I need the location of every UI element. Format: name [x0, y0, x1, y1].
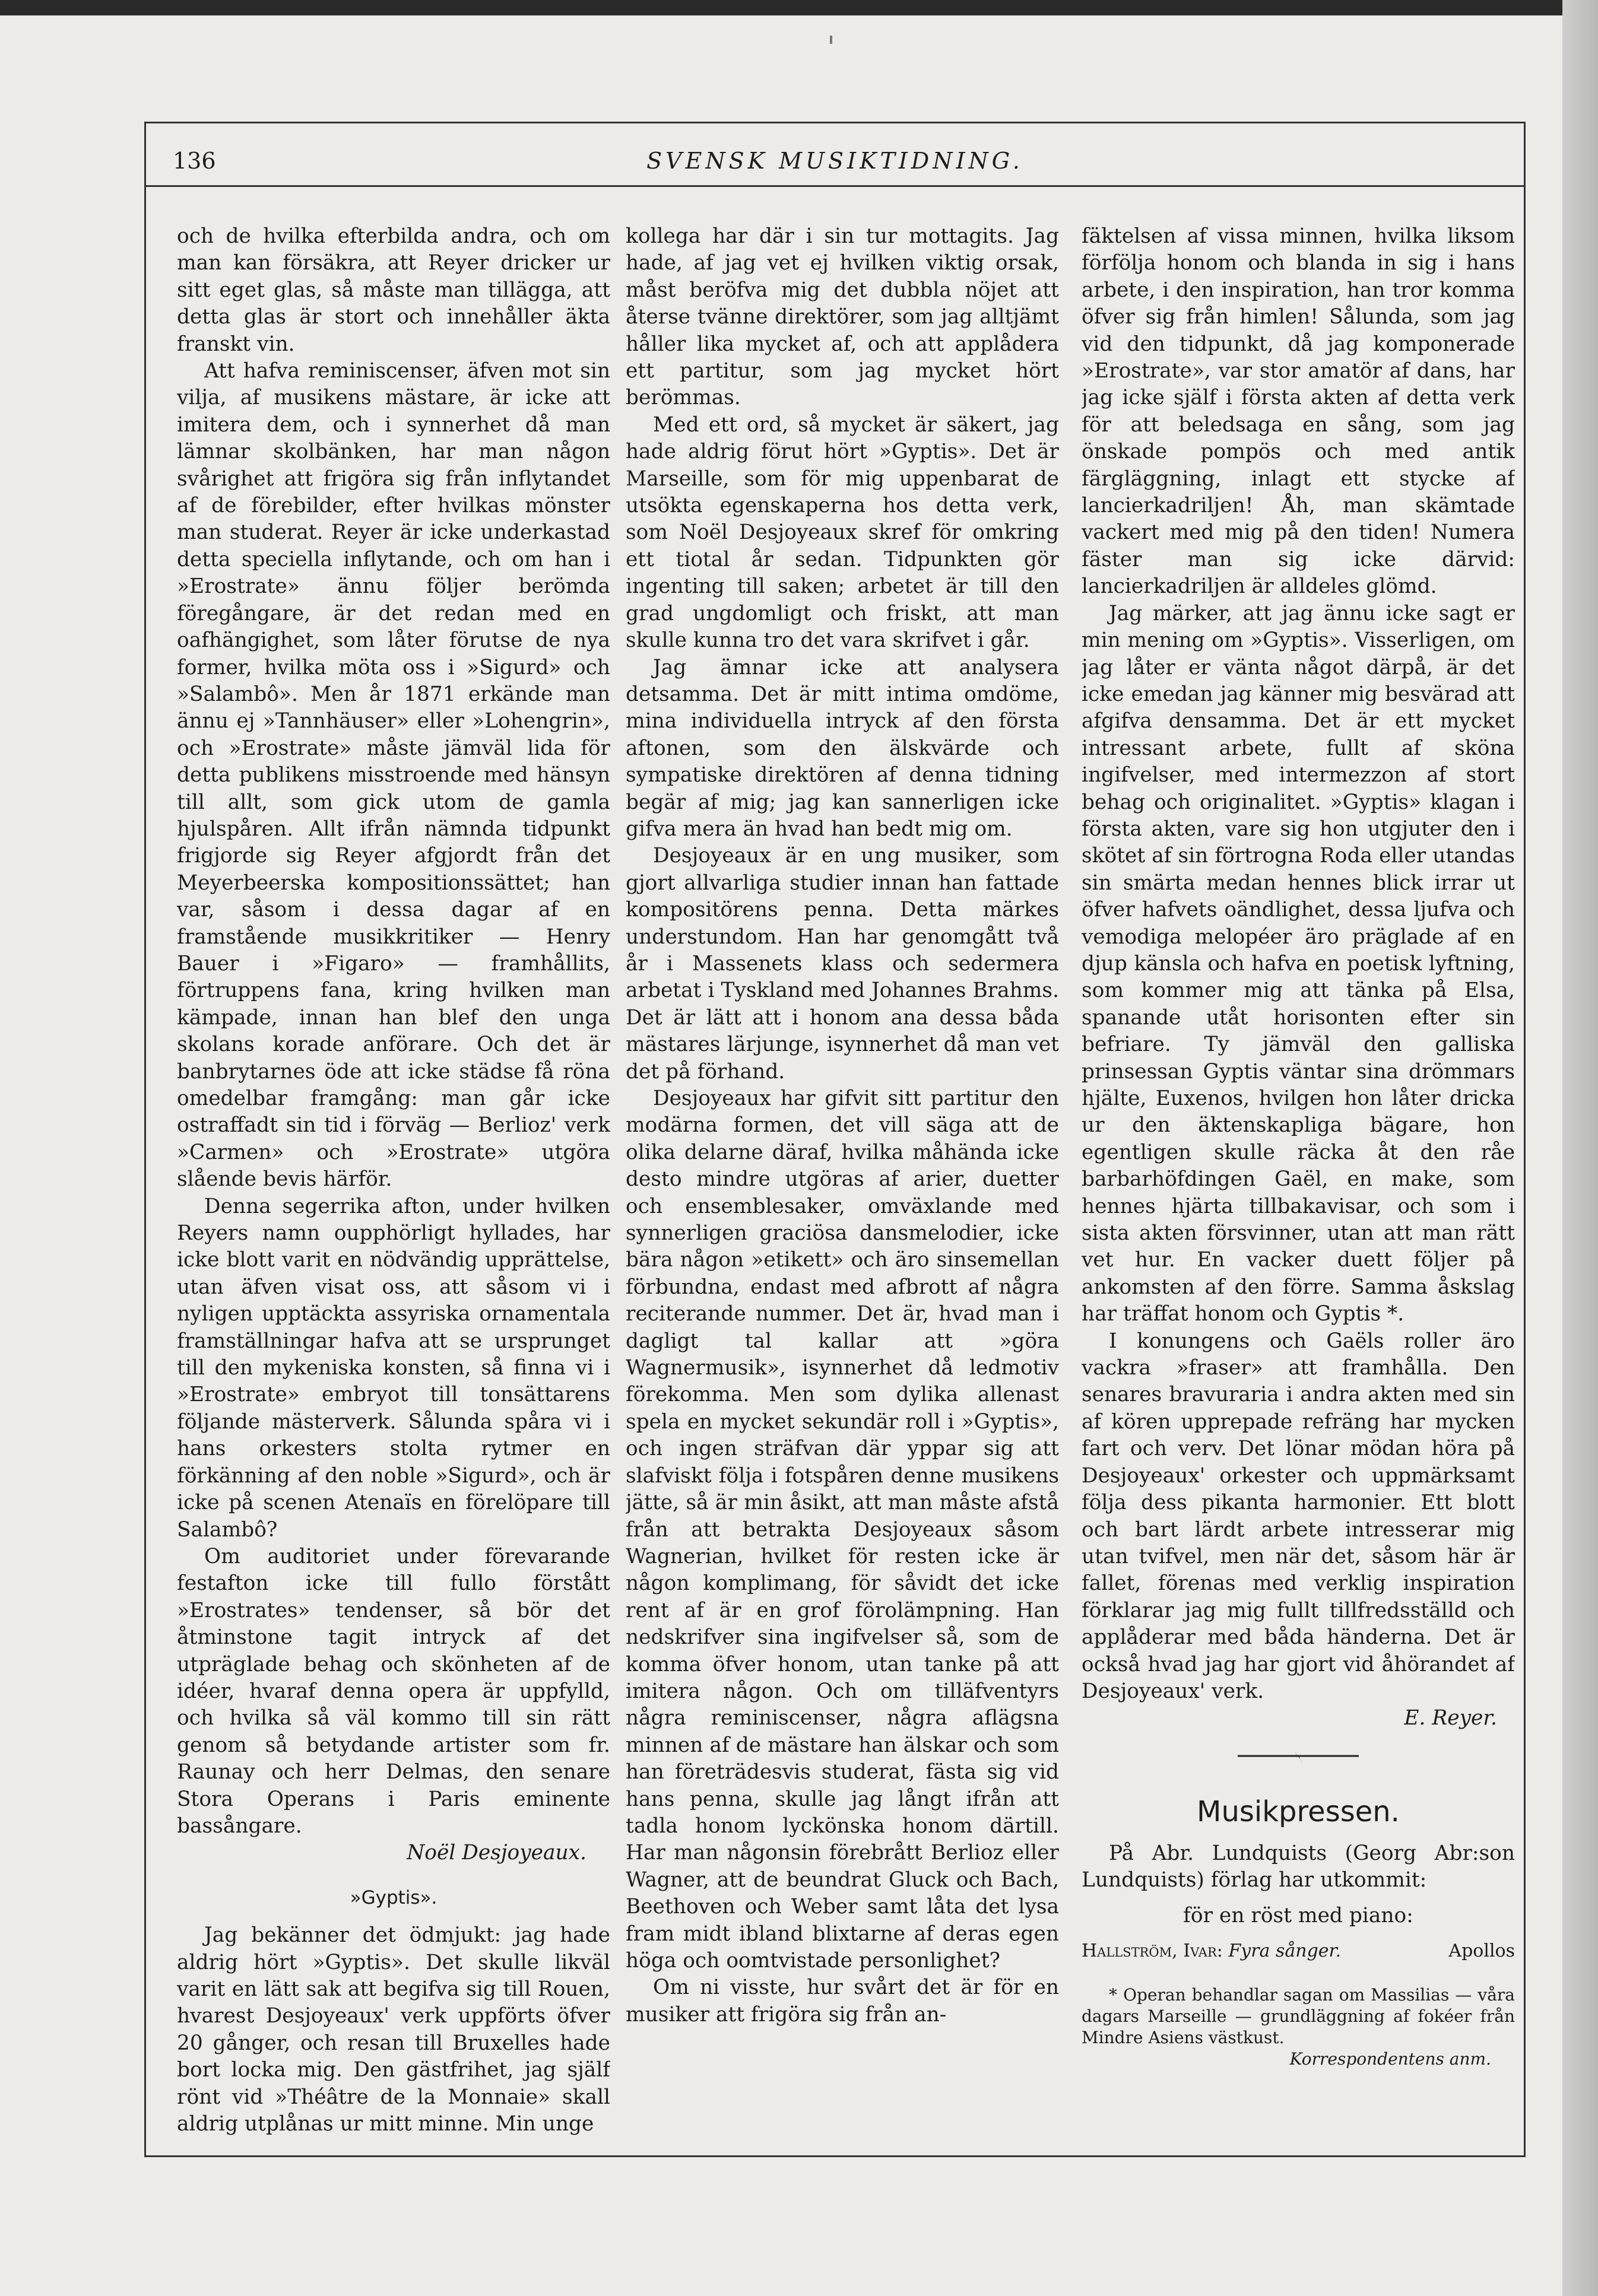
paragraph: Om auditoriet under förevarande festafton icke till fullo förstått »Erostrates» tendenser, så bör det åtminstone tagit intryck af det utpräglade behag och skönheten af de idéer, hvaraf denna opera är uppfylld, och hvilka så väl kommo till sin rätt genom så betydande artister som fr. Raunay och herr Delmas, den senare Stora Operans i Paris eminente bassångare. — [177, 1544, 610, 1838]
column-1 — [177, 223, 610, 2140]
page-number: 136 — [173, 148, 216, 174]
page-header — [144, 139, 1526, 187]
press-entry-title: Fyra sånger. — [1228, 1940, 1342, 1961]
paragraph: och de hvilka efterbilda andra, och om man kan försäkra, att Reyer dricker ur sitt eget glas, så måste man tillägga, att detta glas är stort och innehåller äkta franskt vin. — [177, 224, 610, 356]
ornament-rule-icon — [1233, 1744, 1364, 1770]
paragraph: Jag märker, att jag ännu icke sagt er min mening om »Gyptis». Visserligen, om jag låter er vänta något därpå, är det icke emedan jag känner mig besvärad att afgifva densamma. Det är ett mycket intressant arbete, fullt af sköna ingifvelser, med intermezzon af stort behag och originalitet. »Gyptis» klagan i första akten, vare sig hon utgjuter den i skötet af sin förtrogna Roda eller utandas sin smärta medan hennes blick irrar ut öfver hafvets oändlighet, dessa ljufva och vemodiga melopéer äro präglade af en djup känsla och hafva en poetisk lyftning, som kommer mig att tänka på Elsa, spanande utåt horisonten efter sin befriare. Ty jämväl den galliska prinsessan Gyptis väntar sina drömmars hjälte, Euxenos, hvilgen hon låter dricka ur den äktenskapliga bägare, hon egentligen skulle räcka åt den råe barbarhöfdingen Gaël, en make, som hennes hjärta tillbakavisar, och som i sista akten försvinner, utan att man rätt vet hur. En vacker duett följer på ankomsten af den förre. Samma åskslag har träffat honom och Gyptis *. — [1082, 601, 1515, 1326]
paragraph: Med ett ord, så mycket är säkert, jag hade aldrig förut hört »Gyptis». Det är Marseille, som för mig uppenbarat de utsökta egenskaperna hos detta verk, som Noël Desjoyeaux skref för omkring ett tiotal år sedan. Tidpunkten gör ingenting till saken; arbetet är till den grad ungdomligt och friskt, att man skulle kunna tro det vara skrifvet i går. — [626, 412, 1059, 653]
press-entry-author: Hallström, Ivar: — [1082, 1940, 1223, 1961]
print-mark — [830, 36, 832, 44]
scan-edge-right — [1562, 0, 1598, 2296]
scan-edge-top — [0, 0, 1598, 15]
paragraph: kollega har där i sin tur mottagits. Jag hade, af jag vet ej hvilken viktig orsak, måst beröfva mig det dubbla nöjet att återse tvänne direktörer, som jag alltjämt håller lika mycket af, och att applådera ett partitur, som jag mycket hört berömmas. — [626, 224, 1059, 410]
press-entry-publisher: Apollos — [1448, 1940, 1515, 1961]
footnote-signature: Korrespondentens anm. — [1289, 2049, 1491, 2069]
press-entry — [1082, 1938, 1515, 1964]
section-title: Musikpressen. — [1197, 1795, 1400, 1828]
press-category: för en röst med piano: — [1183, 1903, 1413, 1927]
footnote: * Operan behandlar sagan om Massilias — våra dagars Marseille — grundläggning af fokéer från Mindre Asiens västkust. — [1082, 1985, 1515, 2048]
column-3 — [1082, 223, 1515, 2140]
paragraph: Desjoyeaux är en ung musiker, som gjort allvarliga studier innan han fattade kompositörens penna. Detta märkes understundom. Han har genomgått två år i Massenets klass och sedermera arbetat i Tyskland med Johannes Brahms. Det är lätt att i honom ana dessa båda mästares lärjunge, isynnerhet då man vet det på förhand. — [626, 844, 1059, 1084]
paragraph: I konungens och Gaëls roller äro vackra »fraser» att framhålla. Den senares bravuraria i andra akten med sin af kören upprepade refräng har mycken fart och verv. Det lönar mödan höra på Desjoyeaux' orkester och uppmärksamt följa dess pikanta harmonier. Ett blott och bart lärdt arbete intresserar mig utan tvifvel, men när det, såsom här är fallet, förenas med verklig inspiration förklarar jag mig fullt tillfredsställd och applåderar med båda händerna. Det är också hvad jag har gjort vid åhörandet af Desjoyeaux' verk. — [1082, 1329, 1515, 1703]
paragraph: Jag bekänner det ödmjukt: jag hade aldrig hört »Gyptis». Det skulle likväl varit en lätt sak att begifva sig till Rouen, hvarest Desjoyeaux' verk uppförts öfver 20 gånger, och resan till Bruxelles hade bort locka mig. Den gästfrihet, jag själf rönt vid »Théâtre de la Monnaie» skall aldrig utplånas ur mitt minne. Min unge — [177, 1923, 610, 2136]
paragraph: Att hafva reminiscenser, äfven mot sin vilja, af musikens mästare, är icke att imitera dem, och i synnerhet då man lämnar skolbänken, har man någon svårighet att frigöra sig från inflytandet af de förebilder, efter hvilkas mönster man studerat. Reyer är icke underkastad detta speciella inflytande, och om han i »Erostrate» ännu följer berömda föregångare, är det redan med en oafhängighet, som låter förutse de nya former, hvilka möta oss i »Sigurd» och »Salambô». Men år 1871 erkände man ännu ej »Tannhäuser» eller »Lohengrin», och »Erostrate» måste jämväl lida för detta publikens misstroende med hänsyn till allt, som gick utom de gamla hjulspåren. Allt ifrån nämnda tidpunkt frigjorde sig Reyer afgjordt från det Meyerbeerska kompositionssättet; han var, såsom i dessa dagar af en framstående musikkritiker — Henry Bauer i »Figaro» — framhållits, förtruppens fana, kring hvilken man kämpade, innan han blef den unga skolans korade anförare. Och det är banbrytarnes öde att icke städse få röna omedelbar framgång: man går icke ostraffadt sin tid i förväg — Berlioz' verk »Carmen» och »Erostrate» utgöra slående bevis härför. — [177, 359, 610, 1192]
paragraph: Denna segerrika afton, under hvilken Reyers namn oupphörligt hyllades, har icke blott varit en nödvändig upprättelse, utan äfven visat oss, att såsom vi i nyligen upptäckta assyriska ornamentala framställningar hafva att se ursprunget till den mykeniska konsten, så finna vi i »Erostrate» embryot till tonsättarens följande mästerverk. Sålunda spåra vi i hans orkesters stolta rytmer en förkänning af den noble »Sigurd», och är icke på scenen Atenaïs en förelöpare till Salambô? — [177, 1194, 610, 1542]
author-signature: Noël Desjoyeaux. — [407, 1841, 586, 1865]
paragraph: Jag ämnar icke att analysera detsamma. Det är mitt intima omdöme, mina individuella intryck af den första aftonen, som den älskvärde och sympatiske direktören af denna tidning begär af mig; jag kan sannerligen icke gifva mera än hvad han bedt mig om. — [626, 655, 1059, 841]
section-divider-ornament — [1082, 1744, 1515, 1770]
author-signature: E. Reyer. — [1404, 1706, 1497, 1730]
running-title: SVENSK MUSIKTIDNING. — [646, 148, 1023, 174]
paragraph: Desjoyeaux har gifvit sitt partitur den modärna formen, det vill säga att de olika delarne däraf, hvilka måhända icke desto mindre utgöras af arier, duetter och ensemblesaker, omväxlande med synnerligen graciösa dansmelodier, icke bära någon »etikett» och äro sinsemellan förbundna, endast med afbrott af några reciterande nummer. Det är, hvad man i dagligt tal kallar att »göra Wagnermusik», isynnerhet då ledmotiv förekomma. Men som dylika allenast spela en mycket sekundär roll i »Gyptis», och ingen sträfvan där yppar sig att slafviskt följa i fotspåren denne musikens jätte, så är min åsikt, att man måste afstå från att betrakta Desjoyeaux såsom Wagnerian, hvilket för resten icke är någon komplimang, för såvidt det icke rent af är en grof förolämpning. Han nedskrifver sina ingifvelser så, som de komma öfver honom, utan tanke på att imitera någon. Och om tilläfventyrs några reminiscenser, några aflägsna minnen af de mästare han älskar och som han företrädesvis studerat, fästa sig vid hans penna, skulle jag långt ifrån att tadla honom lyckönska honom därtill. Har man någonsin förebrått Berlioz eller Wagner, att de beundrat Gluck och Bach, Beethoven och Weber samt låta det lysa fram midt ibland blixtarne af deras egen höga och oomtvistade personlighet? — [626, 1087, 1059, 1973]
paragraph: fäktelsen af vissa minnen, hvilka liksom förföljа honom och blanda in sig i hans arbete, i den inspiration, han tror komma öfver sig från himlen! Sålunda, som jag vid den tidpunkt, då jag komponerade »Erostrate», var stor amatör af dans, har jag icke själf i första akten af detta verk för att beledsaga en sång, som jag önskade pompös och med antik färgläggning, inlagt ett stycke af lancierkadriljen! Åh, man skämtade vackert med mig på den tiden! Numera fäster man sig icke därvid: lancierkadriljen är alldeles glömd. — [1082, 224, 1515, 599]
press-intro: På Abr. Lundquists (Georg Abr:son Lundquists) förlag har utkommit: — [1082, 1841, 1515, 1892]
subheading: »Gyptis». — [350, 1887, 437, 1908]
paragraph: Om ni visste, hur svårt det är för en musiker att frigöra sig från an- — [626, 1976, 1059, 2027]
column-2 — [626, 223, 1059, 2140]
